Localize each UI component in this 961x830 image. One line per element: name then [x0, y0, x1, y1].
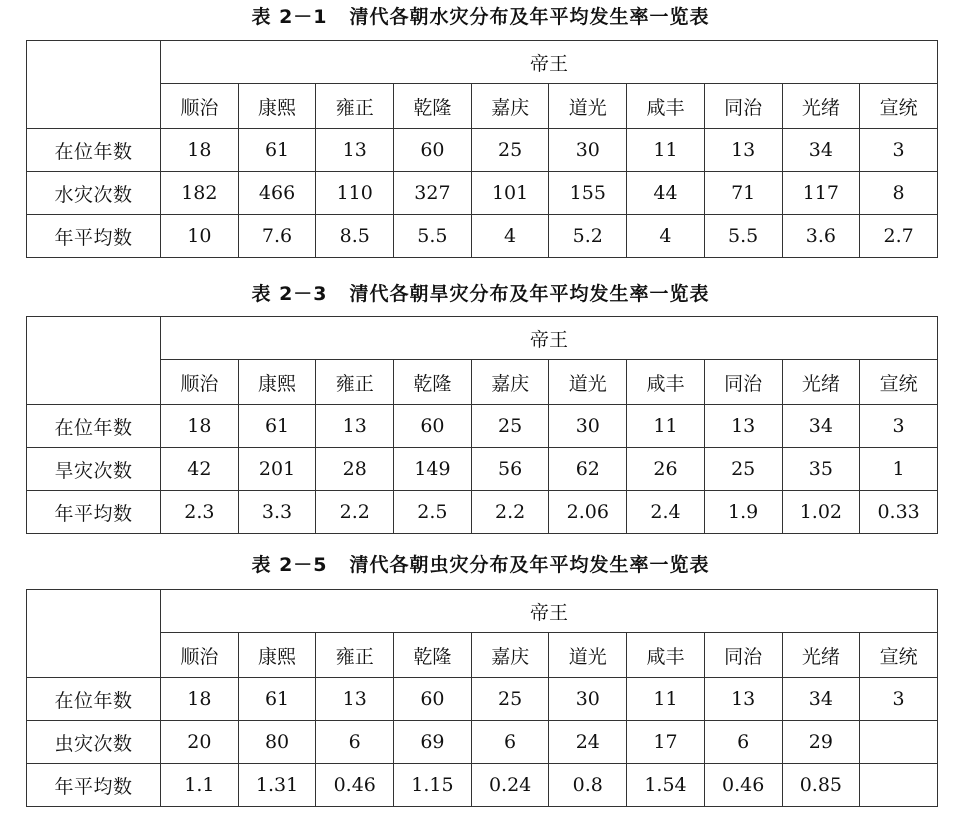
data-cell: 7.6: [238, 215, 316, 258]
emperor-header: 嘉庆: [471, 84, 549, 129]
data-cell: 10: [161, 215, 239, 258]
row-label: 虫灾次数: [27, 721, 161, 764]
table-row: [27, 129, 938, 172]
data-cell: 4: [471, 215, 549, 258]
data-cell: 2.4: [627, 491, 705, 534]
emperor-header: 顺治: [161, 633, 239, 678]
table-row: [27, 678, 938, 721]
data-cell: [860, 721, 938, 764]
data-cell: 13: [704, 405, 782, 448]
data-cell: 34: [782, 405, 860, 448]
table-number: 表 2－3: [251, 283, 328, 305]
data-cell: 2.2: [471, 491, 549, 534]
data-cell: 60: [394, 129, 472, 172]
data-cell: 0.8: [549, 764, 627, 807]
emperor-header: 道光: [549, 360, 627, 405]
data-cell: 71: [704, 172, 782, 215]
emperor-header: 嘉庆: [471, 633, 549, 678]
data-cell: 25: [471, 129, 549, 172]
data-cell: 28: [316, 448, 394, 491]
table-caption: [0, 548, 961, 582]
emperor-header: 同治: [704, 360, 782, 405]
row-label: 水灾次数: [27, 172, 161, 215]
emperor-header: 光绪: [782, 360, 860, 405]
emperor-header: 康熙: [238, 360, 316, 405]
data-cell: 1.1: [161, 764, 239, 807]
data-cell: 1.54: [627, 764, 705, 807]
data-cell: 2.2: [316, 491, 394, 534]
emperor-header: 宣统: [860, 84, 938, 129]
data-cell: 101: [471, 172, 549, 215]
data-cell: 5.5: [704, 215, 782, 258]
table-row: [27, 491, 938, 534]
emperor-header: 乾隆: [394, 84, 472, 129]
group-header: 帝王: [161, 590, 938, 633]
data-cell: 182: [161, 172, 239, 215]
data-cell: 42: [161, 448, 239, 491]
data-cell: 0.46: [704, 764, 782, 807]
data-cell: 60: [394, 678, 472, 721]
table-title: 清代各朝旱灾分布及年平均发生率一览表: [349, 283, 710, 305]
data-cell: 117: [782, 172, 860, 215]
emperor-header: 宣统: [860, 633, 938, 678]
emperor-header: 同治: [704, 633, 782, 678]
data-cell: 29: [782, 721, 860, 764]
table-row: [27, 448, 938, 491]
data-cell: 61: [238, 678, 316, 721]
data-cell: 18: [161, 405, 239, 448]
table-caption: [0, 277, 961, 311]
data-cell: 0.24: [471, 764, 549, 807]
data-cell: 69: [394, 721, 472, 764]
table-row: [27, 215, 938, 258]
data-cell: 56: [471, 448, 549, 491]
data-cell: 149: [394, 448, 472, 491]
data-cell: 8.5: [316, 215, 394, 258]
data-cell: 25: [704, 448, 782, 491]
data-cell: 6: [704, 721, 782, 764]
data-cell: 62: [549, 448, 627, 491]
data-cell: 3: [860, 678, 938, 721]
corner-cell: [27, 41, 161, 129]
table-row: [27, 764, 938, 807]
table-number: 表 2－5: [251, 554, 328, 576]
data-cell: 24: [549, 721, 627, 764]
emperor-header: 道光: [549, 84, 627, 129]
data-cell: 1.02: [782, 491, 860, 534]
emperor-header: 雍正: [316, 360, 394, 405]
emperor-header: 乾隆: [394, 360, 472, 405]
emperor-header: 康熙: [238, 84, 316, 129]
data-cell: 3: [860, 405, 938, 448]
data-cell: 13: [316, 678, 394, 721]
data-cell: 327: [394, 172, 472, 215]
data-cell: 6: [471, 721, 549, 764]
data-cell: 201: [238, 448, 316, 491]
emperor-header: 顺治: [161, 360, 239, 405]
data-cell: 61: [238, 405, 316, 448]
data-cell: 30: [549, 405, 627, 448]
row-label: 年平均数: [27, 491, 161, 534]
data-cell: 11: [627, 405, 705, 448]
emperor-header: 雍正: [316, 84, 394, 129]
data-cell: 1.31: [238, 764, 316, 807]
data-cell: 60: [394, 405, 472, 448]
emperor-header: 雍正: [316, 633, 394, 678]
data-cell: 17: [627, 721, 705, 764]
row-label: 在位年数: [27, 405, 161, 448]
emperor-header: 乾隆: [394, 633, 472, 678]
data-cell: 3: [860, 129, 938, 172]
data-cell: 35: [782, 448, 860, 491]
data-cell: 13: [704, 129, 782, 172]
data-cell: 20: [161, 721, 239, 764]
data-cell: 2.5: [394, 491, 472, 534]
data-cell: 0.46: [316, 764, 394, 807]
data-cell: 44: [627, 172, 705, 215]
data-cell: 18: [161, 129, 239, 172]
data-cell: 2.7: [860, 215, 938, 258]
emperor-header: 嘉庆: [471, 360, 549, 405]
emperor-header: 道光: [549, 633, 627, 678]
emperor-header: 宣统: [860, 360, 938, 405]
data-cell: 0.85: [782, 764, 860, 807]
data-cell: 13: [704, 678, 782, 721]
data-cell: 11: [627, 129, 705, 172]
data-cell: 30: [549, 129, 627, 172]
data-cell: 5.2: [549, 215, 627, 258]
emperor-header: 光绪: [782, 633, 860, 678]
row-label: 旱灾次数: [27, 448, 161, 491]
data-cell: 13: [316, 129, 394, 172]
emperor-header: 同治: [704, 84, 782, 129]
group-header: 帝王: [161, 41, 938, 84]
data-cell: 34: [782, 129, 860, 172]
group-header: 帝王: [161, 317, 938, 360]
data-cell: 110: [316, 172, 394, 215]
data-cell: 1.9: [704, 491, 782, 534]
corner-cell: [27, 317, 161, 405]
table-number: 表 2－1: [251, 6, 328, 28]
data-cell: 466: [238, 172, 316, 215]
drought-table: [26, 316, 938, 534]
emperor-header: 光绪: [782, 84, 860, 129]
data-cell: [860, 764, 938, 807]
table-row: [27, 405, 938, 448]
flood-table: [26, 40, 938, 258]
data-cell: 30: [549, 678, 627, 721]
data-cell: 3.6: [782, 215, 860, 258]
emperor-header: 咸丰: [627, 84, 705, 129]
table-title: 清代各朝虫灾分布及年平均发生率一览表: [349, 554, 710, 576]
data-cell: 8: [860, 172, 938, 215]
row-label: 年平均数: [27, 215, 161, 258]
data-cell: 6: [316, 721, 394, 764]
emperor-header: 顺治: [161, 84, 239, 129]
data-cell: 26: [627, 448, 705, 491]
data-cell: 1.15: [394, 764, 472, 807]
data-cell: 4: [627, 215, 705, 258]
data-cell: 18: [161, 678, 239, 721]
data-cell: 155: [549, 172, 627, 215]
row-label: 年平均数: [27, 764, 161, 807]
data-cell: 25: [471, 678, 549, 721]
data-cell: 5.5: [394, 215, 472, 258]
emperor-header: 康熙: [238, 633, 316, 678]
table-caption: [0, 0, 961, 34]
data-cell: 2.06: [549, 491, 627, 534]
table-row: [27, 172, 938, 215]
data-cell: 1: [860, 448, 938, 491]
data-cell: 11: [627, 678, 705, 721]
data-cell: 0.33: [860, 491, 938, 534]
data-cell: 80: [238, 721, 316, 764]
data-cell: 2.3: [161, 491, 239, 534]
table-title: 清代各朝水灾分布及年平均发生率一览表: [349, 6, 710, 28]
corner-cell: [27, 590, 161, 678]
row-label: 在位年数: [27, 678, 161, 721]
data-cell: 25: [471, 405, 549, 448]
emperor-header: 咸丰: [627, 360, 705, 405]
table-row: [27, 721, 938, 764]
data-cell: 13: [316, 405, 394, 448]
row-label: 在位年数: [27, 129, 161, 172]
insect-table: [26, 589, 938, 807]
data-cell: 34: [782, 678, 860, 721]
emperor-header: 咸丰: [627, 633, 705, 678]
data-cell: 3.3: [238, 491, 316, 534]
data-cell: 61: [238, 129, 316, 172]
